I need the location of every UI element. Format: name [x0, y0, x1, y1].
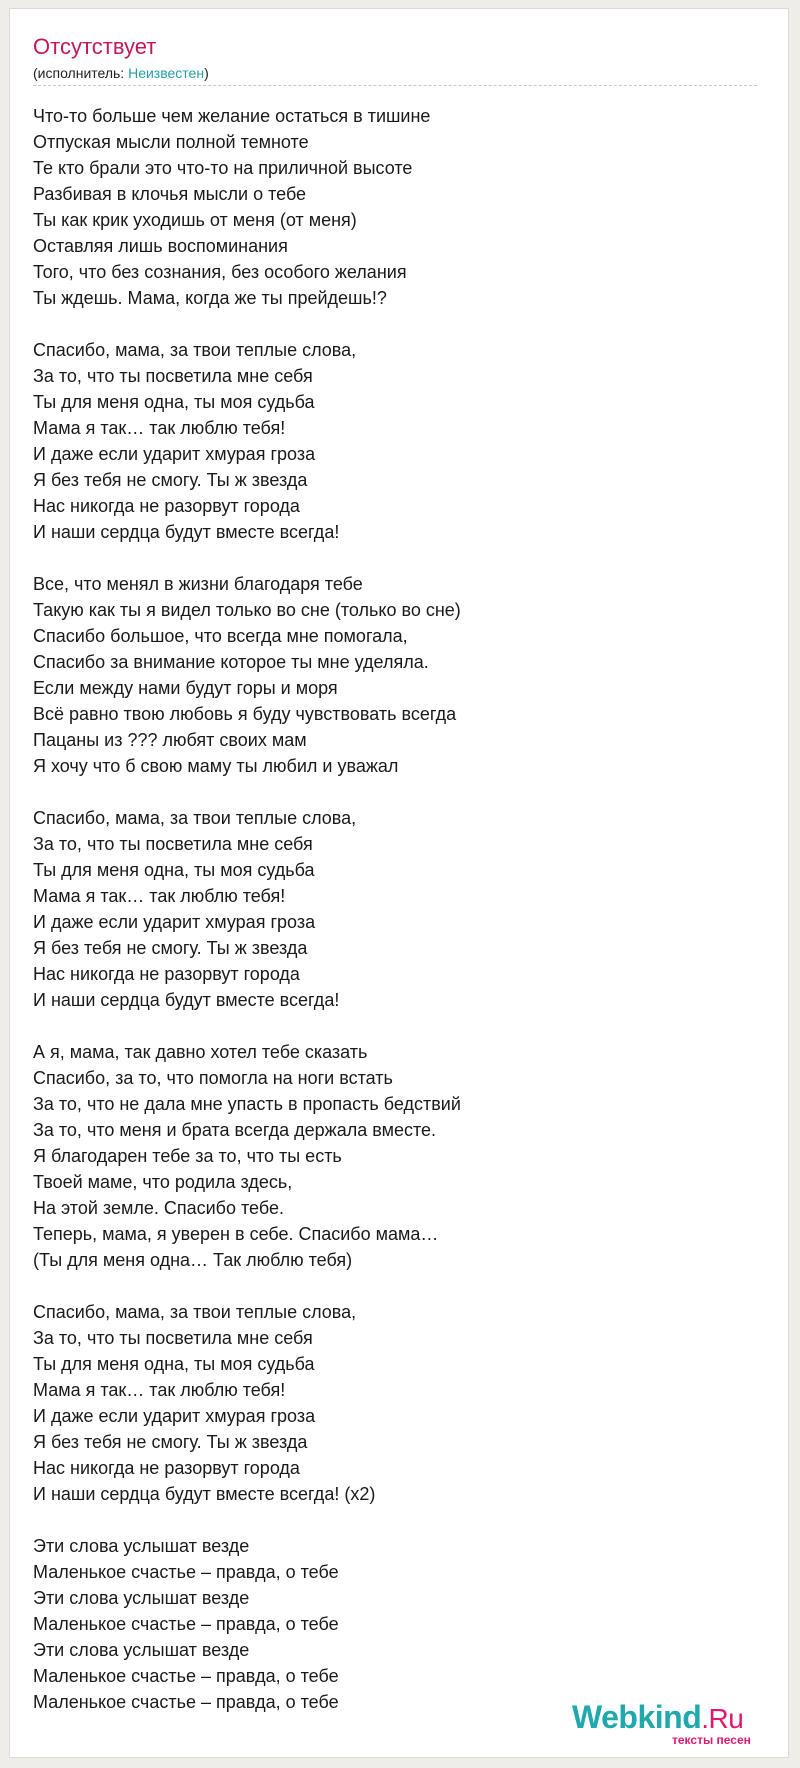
lyrics-line: Нас никогда не разорвут города — [33, 496, 300, 516]
lyrics-verse — [33, 103, 753, 311]
lyrics-verse — [33, 1299, 753, 1507]
lyrics-line: За то, что ты посветила мне себя — [33, 366, 313, 386]
lyrics-line: Спасибо большое, что всегда мне помогала, — [33, 626, 408, 646]
lyrics-line: Я без тебя не смогу. Ты ж звезда — [33, 1432, 308, 1452]
lyrics-line: Пацаны из ??? любят своих мам — [33, 730, 307, 750]
logo-tagline: тексты песен — [672, 1733, 751, 1747]
lyrics-verse — [33, 571, 753, 779]
lyrics-line: И даже если ударит хмурая гроза — [33, 1406, 316, 1426]
lyrics-line: Нас никогда не разорвут города — [33, 1458, 300, 1478]
lyrics-line: (Ты для меня одна… Так люблю тебя) — [33, 1250, 353, 1270]
lyrics-line: Спасибо, мама, за твои теплые слова, — [33, 340, 357, 360]
lyrics-line: Маленькое счастье – правда, о тебе — [33, 1692, 339, 1712]
lyrics-line: Такую как ты я видел только во сне (только во сне) — [33, 600, 461, 620]
artist-suffix: ) — [204, 65, 209, 81]
lyrics-line: Маленькое счастье – правда, о тебе — [33, 1666, 339, 1686]
lyrics-line: И наши сердца будут вместе всегда! — [33, 990, 340, 1010]
lyrics-line: Я без тебя не смогу. Ты ж звезда — [33, 470, 308, 490]
lyrics-line: Оставляя лишь воспоминания — [33, 236, 288, 256]
lyrics-line: Разбивая в клочья мысли о тебе — [33, 184, 307, 204]
lyrics-line: Теперь, мама, я уверен в себе. Спасибо мама… — [33, 1224, 439, 1244]
logo-tld: .Ru — [701, 1703, 744, 1734]
lyrics-line: Того, что без сознания, без особого желания — [33, 262, 407, 282]
title-divider — [33, 85, 757, 86]
logo-brand: Webkind — [572, 1699, 702, 1735]
lyrics-line: Маленькое счастье – правда, о тебе — [33, 1614, 339, 1634]
lyrics-verse — [33, 1533, 753, 1715]
lyrics-line: Те кто брали это что-то на приличной высоте — [33, 158, 413, 178]
lyrics-line: Ты ждешь. Мама, когда же ты прейдешь!? — [33, 288, 387, 308]
lyrics-line: Я без тебя не смогу. Ты ж звезда — [33, 938, 308, 958]
lyrics-line: Ты для меня одна, ты моя судьба — [33, 392, 315, 412]
lyrics-line: Ты как крик уходишь от меня (от меня) — [33, 210, 357, 230]
lyrics-line: Спасибо за внимание которое ты мне уделяла. — [33, 652, 429, 672]
lyrics-verse — [33, 1039, 753, 1273]
lyrics-line: За то, что ты посветила мне себя — [33, 834, 313, 854]
lyrics-line: Эти слова услышат везде — [33, 1536, 250, 1556]
lyrics-line: Ты для меня одна, ты моя судьба — [33, 860, 315, 880]
lyrics-verse — [33, 337, 753, 545]
lyrics-line: И наши сердца будут вместе всегда! (x2) — [33, 1484, 376, 1504]
lyrics-line: Отпуская мысли полной темноте — [33, 132, 309, 152]
site-logo[interactable] — [572, 1697, 782, 1753]
lyrics-line: Всё равно твою любовь я буду чувствовать всегда — [33, 704, 457, 724]
lyrics-verse — [33, 805, 753, 1013]
lyrics-line: Я благодарен тебе за то, что ты есть — [33, 1146, 342, 1166]
lyrics-body — [33, 103, 753, 1741]
lyrics-line: Я хочу что б свою маму ты любил и уважал — [33, 756, 399, 776]
lyrics-line: Если между нами будут горы и моря — [33, 678, 338, 698]
lyrics-line: А я, мама, так давно хотел тебе сказать — [33, 1042, 368, 1062]
lyrics-line: И наши сердца будут вместе всегда! — [33, 522, 340, 542]
lyrics-line: Спасибо, мама, за твои теплые слова, — [33, 808, 357, 828]
artist-prefix: (исполнитель: — [33, 65, 129, 81]
artist-line — [33, 64, 209, 82]
lyrics-line: Ты для меня одна, ты моя судьба — [33, 1354, 315, 1374]
lyrics-line: На этой земле. Спасибо тебе. — [33, 1198, 284, 1218]
lyrics-line: Нас никогда не разорвут города — [33, 964, 300, 984]
lyrics-line: Мама я так… так люблю тебя! — [33, 418, 286, 438]
lyrics-line: Спасибо, за то, что помогла на ноги встать — [33, 1068, 393, 1088]
lyrics-line: Спасибо, мама, за твои теплые слова, — [33, 1302, 357, 1322]
lyrics-line: Что-то больше чем желание остаться в тишине — [33, 106, 431, 126]
lyrics-line: Эти слова услышат везде — [33, 1588, 250, 1608]
lyrics-line: Твоей маме, что родила здесь, — [33, 1172, 293, 1192]
lyrics-line: За то, что меня и брата всегда держала вместе. — [33, 1120, 437, 1140]
lyrics-line: Мама я так… так люблю тебя! — [33, 886, 286, 906]
lyrics-line: Маленькое счастье – правда, о тебе — [33, 1562, 339, 1582]
lyrics-line: И даже если ударит хмурая гроза — [33, 444, 316, 464]
lyrics-line: Эти слова услышат везде — [33, 1640, 250, 1660]
lyrics-line: Все, что менял в жизни благодаря тебе — [33, 574, 363, 594]
lyrics-line: За то, что ты посветила мне себя — [33, 1328, 313, 1348]
lyrics-line: Мама я так… так люблю тебя! — [33, 1380, 286, 1400]
lyrics-line: За то, что не дала мне упасть в пропасть бедствий — [33, 1094, 461, 1114]
lyrics-line: И даже если ударит хмурая гроза — [33, 912, 316, 932]
song-title: Отсутствует — [33, 34, 157, 59]
artist-link[interactable]: Неизвестен — [128, 65, 205, 81]
